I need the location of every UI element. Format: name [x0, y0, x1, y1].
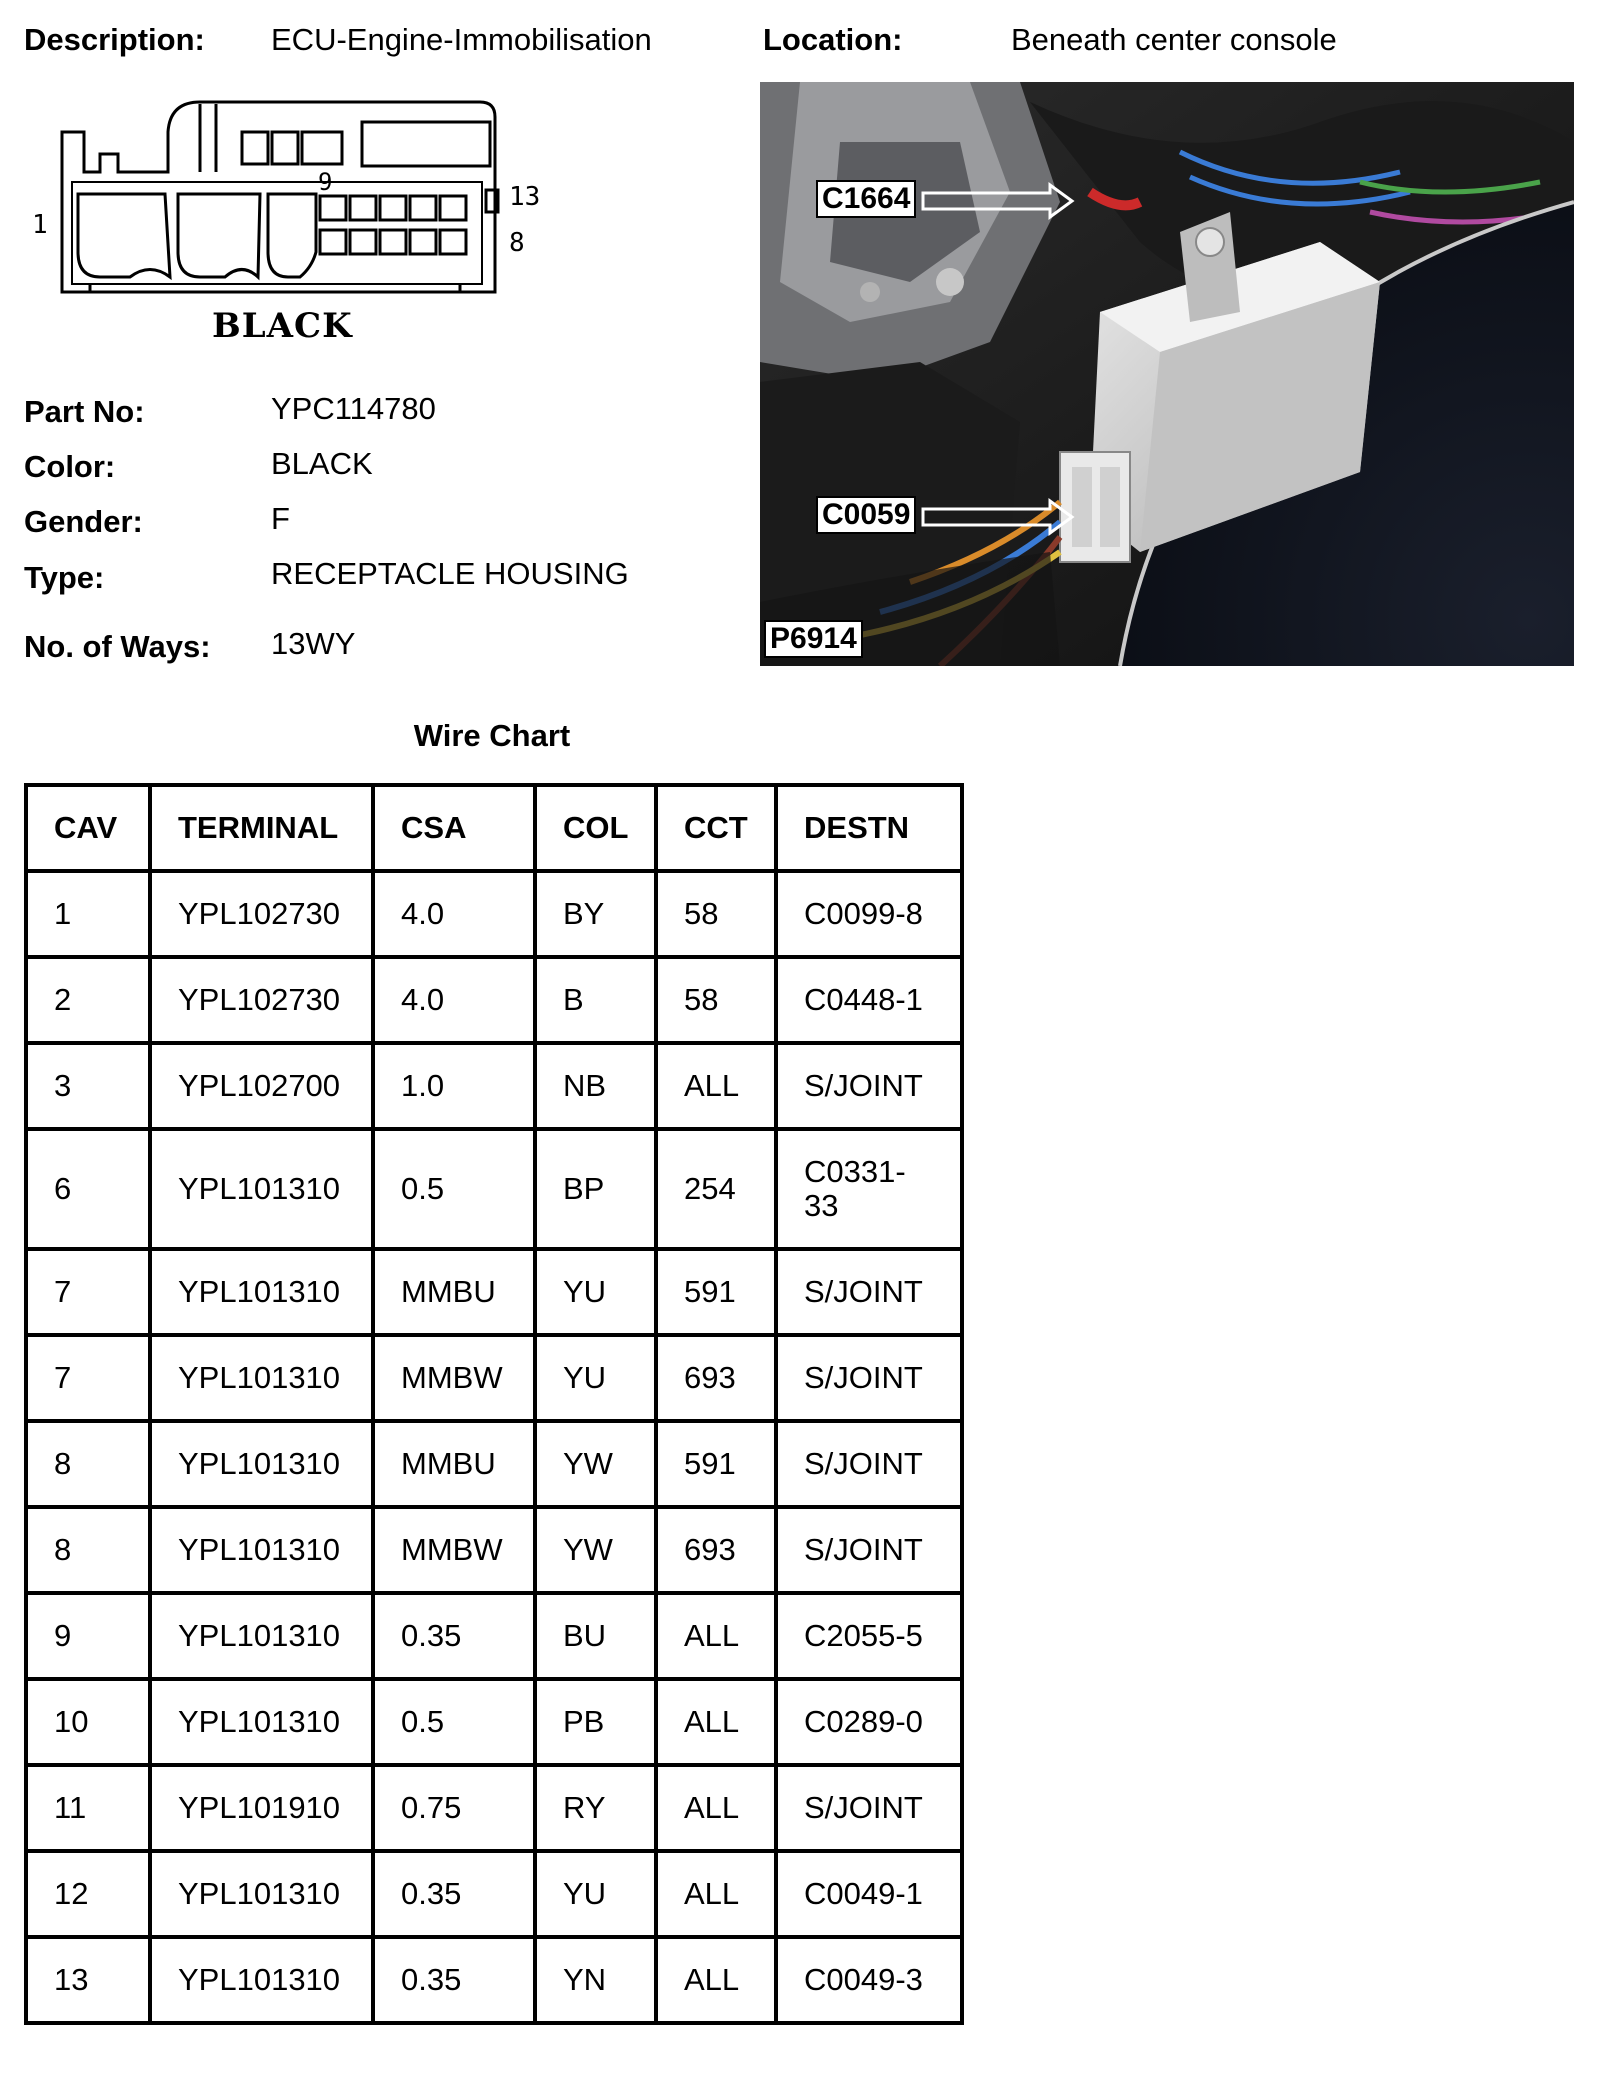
cell-destn: C0049-1	[776, 1851, 962, 1937]
cell-cct: ALL	[656, 1593, 776, 1679]
cell-cct: 254	[656, 1129, 776, 1249]
cell-terminal: YPL101310	[150, 1507, 373, 1593]
cell-csa: MMBU	[373, 1421, 535, 1507]
header-cct: CCT	[656, 785, 776, 871]
header-cav: CAV	[26, 785, 150, 871]
cell-csa: 1.0	[373, 1043, 535, 1129]
table-row	[26, 957, 962, 1043]
cell-cav: 6	[26, 1129, 150, 1249]
cell-terminal: YPL101310	[150, 1249, 373, 1335]
cell-destn: S/JOINT	[776, 1335, 962, 1421]
cell-terminal: YPL101310	[150, 1851, 373, 1937]
cell-terminal: YPL101310	[150, 1937, 373, 2023]
photo-callout-c0059: C0059	[816, 496, 916, 534]
location-label: Location:	[763, 22, 903, 57]
type-label: Type:	[24, 560, 105, 595]
cell-terminal: YPL102700	[150, 1043, 373, 1129]
cell-csa: MMBW	[373, 1335, 535, 1421]
cell-terminal: YPL101310	[150, 1335, 373, 1421]
cell-terminal: YPL101910	[150, 1765, 373, 1851]
table-row	[26, 1593, 962, 1679]
cell-col: YU	[535, 1249, 656, 1335]
cell-col: YW	[535, 1421, 656, 1507]
cell-col: BY	[535, 871, 656, 957]
cell-col: YN	[535, 1937, 656, 2023]
table-row	[26, 1507, 962, 1593]
cell-csa: 0.35	[373, 1937, 535, 2023]
cell-cct: ALL	[656, 1765, 776, 1851]
wire-chart-body	[26, 871, 962, 2023]
cell-csa: 4.0	[373, 957, 535, 1043]
cell-csa: 0.35	[373, 1851, 535, 1937]
cell-cav: 9	[26, 1593, 150, 1679]
cell-cav: 2	[26, 957, 150, 1043]
cell-terminal: YPL101310	[150, 1593, 373, 1679]
cell-destn: C0289-0	[776, 1679, 962, 1765]
cell-csa: 0.75	[373, 1765, 535, 1851]
cell-cct: 693	[656, 1507, 776, 1593]
cell-cct: ALL	[656, 1043, 776, 1129]
table-row	[26, 1937, 962, 2023]
description-value: ECU-Engine-Immobilisation	[271, 22, 652, 57]
cell-cct: 693	[656, 1335, 776, 1421]
cell-cct: 58	[656, 957, 776, 1043]
no-of-ways-value: 13WY	[271, 626, 356, 661]
table-row	[26, 1765, 962, 1851]
part-no-value: YPC114780	[271, 391, 436, 426]
cell-cav: 1	[26, 871, 150, 957]
cell-destn: C0448-1	[776, 957, 962, 1043]
cell-cav: 8	[26, 1421, 150, 1507]
connector-pin-1-label: 1	[32, 210, 48, 240]
no-of-ways-label: No. of Ways:	[24, 629, 211, 664]
color-label: Color:	[24, 449, 116, 484]
connector-pin-8-label: 8	[509, 228, 525, 258]
cell-cav: 10	[26, 1679, 150, 1765]
cell-terminal: YPL101310	[150, 1679, 373, 1765]
connector-color-caption: BLACK	[212, 306, 353, 346]
gender-label: Gender:	[24, 504, 143, 539]
cell-col: BU	[535, 1593, 656, 1679]
wire-chart-title: Wire Chart	[413, 718, 571, 753]
cell-col: NB	[535, 1043, 656, 1129]
header-csa: CSA	[373, 785, 535, 871]
cell-terminal: YPL102730	[150, 957, 373, 1043]
header-terminal: TERMINAL	[150, 785, 373, 871]
table-row	[26, 1851, 962, 1937]
cell-destn: C0049-3	[776, 1937, 962, 2023]
cell-col: RY	[535, 1765, 656, 1851]
photo-id-label: P6914	[764, 620, 863, 658]
cell-cct: ALL	[656, 1937, 776, 2023]
cell-cct: 58	[656, 871, 776, 957]
table-row	[26, 871, 962, 957]
color-value: BLACK	[271, 446, 373, 481]
cell-cct: ALL	[656, 1851, 776, 1937]
gender-value: F	[271, 501, 290, 536]
table-row	[26, 1129, 962, 1249]
photo-callout-c1664: C1664	[816, 180, 916, 218]
cell-destn: C0331-33	[776, 1129, 962, 1249]
cell-terminal: YPL101310	[150, 1421, 373, 1507]
cell-cav: 8	[26, 1507, 150, 1593]
table-row	[26, 1421, 962, 1507]
table-row	[26, 1043, 962, 1129]
cell-destn: C2055-5	[776, 1593, 962, 1679]
cell-csa: 0.5	[373, 1129, 535, 1249]
cell-destn: S/JOINT	[776, 1249, 962, 1335]
cell-csa: 0.35	[373, 1593, 535, 1679]
part-no-label: Part No:	[24, 394, 145, 429]
table-row	[26, 1679, 962, 1765]
cell-cav: 13	[26, 1937, 150, 2023]
cell-cct: ALL	[656, 1679, 776, 1765]
cell-terminal: YPL101310	[150, 1129, 373, 1249]
cell-destn: S/JOINT	[776, 1507, 962, 1593]
wire-chart-header-row	[26, 785, 962, 871]
cell-cct: 591	[656, 1421, 776, 1507]
cell-col: B	[535, 957, 656, 1043]
table-row	[26, 1335, 962, 1421]
cell-col: YU	[535, 1335, 656, 1421]
cell-csa: MMBW	[373, 1507, 535, 1593]
location-value: Beneath center console	[1011, 22, 1337, 57]
cell-cav: 7	[26, 1335, 150, 1421]
header-destn: DESTN	[776, 785, 962, 871]
wire-chart-table	[24, 783, 964, 2025]
location-photo	[760, 82, 1574, 666]
cell-destn: S/JOINT	[776, 1421, 962, 1507]
cell-col: YW	[535, 1507, 656, 1593]
cell-cav: 11	[26, 1765, 150, 1851]
cell-destn: S/JOINT	[776, 1043, 962, 1129]
cell-col: PB	[535, 1679, 656, 1765]
connector-pin-13-label: 13	[509, 182, 541, 212]
table-row	[26, 1249, 962, 1335]
cell-cav: 3	[26, 1043, 150, 1129]
cell-cav: 12	[26, 1851, 150, 1937]
description-label: Description:	[24, 22, 205, 57]
type-value: RECEPTACLE HOUSING	[271, 556, 629, 591]
cell-csa: MMBU	[373, 1249, 535, 1335]
cell-csa: 0.5	[373, 1679, 535, 1765]
cell-cct: 591	[656, 1249, 776, 1335]
cell-cav: 7	[26, 1249, 150, 1335]
cell-destn: C0099-8	[776, 871, 962, 957]
cell-col: BP	[535, 1129, 656, 1249]
connector-pin-9-label: 9	[318, 168, 333, 196]
cell-csa: 4.0	[373, 871, 535, 957]
cell-col: YU	[535, 1851, 656, 1937]
cell-terminal: YPL102730	[150, 871, 373, 957]
header-col: COL	[535, 785, 656, 871]
cell-destn: S/JOINT	[776, 1765, 962, 1851]
